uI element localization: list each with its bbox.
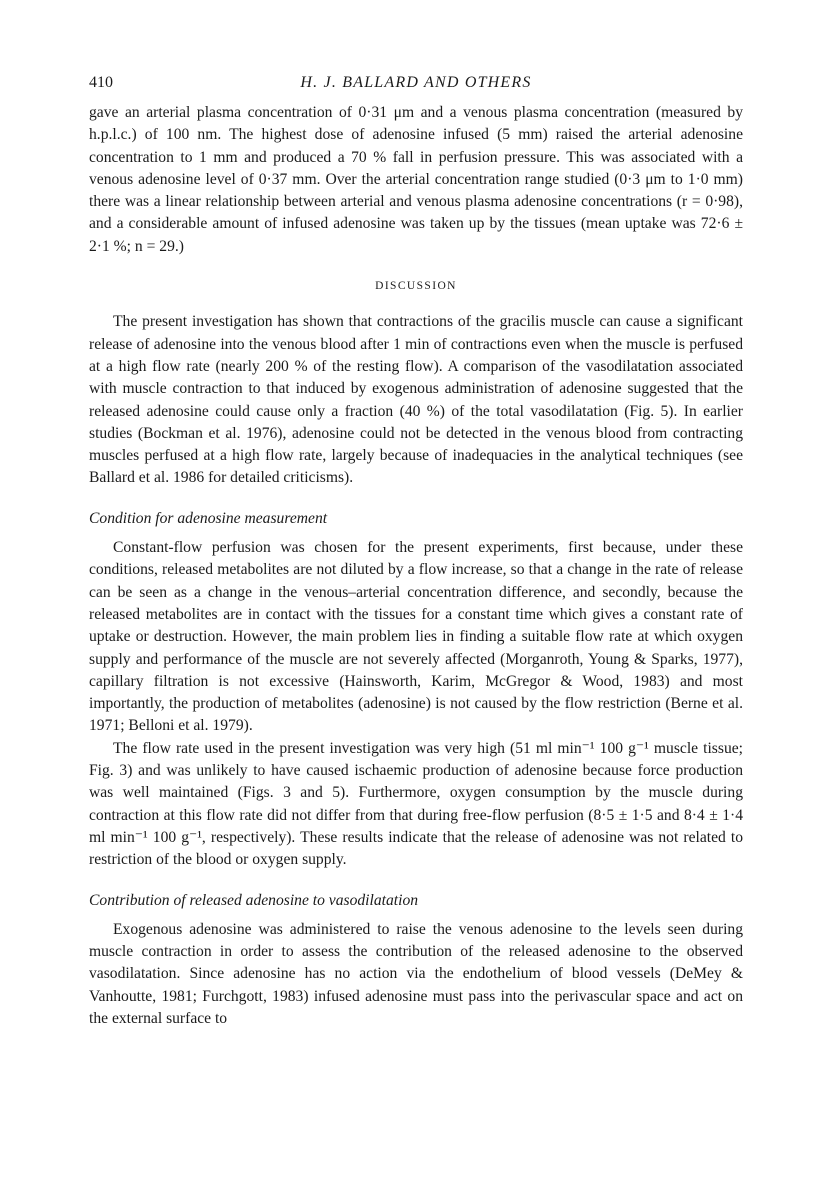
discussion-paragraph-1: The present investigation has shown that contractions of the gracilis muscle can cause a significant release of adenosine into the venous blood after 1 min of contractions even when the muscle is perfused at a high flow rate (nearly 200 % of the resting flow). A comparison of the vasodilatation associated with muscle contraction to that induced by exogenous administration of adenosine suggested that the released adenosine could cause only a fraction (40 %) of the total vasodilatation (Fig. 5). In earlier studies (Bockman et al. 1976), adenosine could not be detected in the venous blood from contracting muscles perfused at a high flow rate, largely because of inadequacies in the analytical techniques (see Ballard et al. 1986 for detailed criticisms). bbox=[89, 313, 743, 487]
running-title: H. J. BALLARD AND OTHERS bbox=[300, 74, 532, 91]
subheading-condition-for-adenosine-measurement: Condition for adenosine measurement bbox=[89, 509, 328, 527]
discussion-paragraph-4: Exogenous adenosine was administered to raise the venous adenosine to the levels seen during muscle contraction in order to assess the contribution of the released adenosine to the observed vasodilatation. Since adenosine has no action via the endothelium of blood vessels (DeMey & Vanhoutte, 1981; Furchgott, 1983) infused adenosine must pass into the perivascular space and act on the external surface to bbox=[89, 920, 743, 1027]
subheading-contribution-of-released-adenosine: Contribution of released adenosine to vasodilatation bbox=[89, 891, 419, 909]
discussion-paragraph-2: Constant-flow perfusion was chosen for the present experiments, first because, under these conditions, released metabolites are not diluted by a flow increase, so that a change in the rate of release can be seen as a change in the venous–arterial concentration difference, and secondly, because the released metabolites are in contact with the tissues for a constant time which gives a constant rate of uptake or destruction. However, the main problem lies in finding a suitable flow rate at which oxygen supply and performance of the muscle are not severely affected (Morganroth, Young & Sparks, 1977), capillary filtration is not excessive (Hainsworth, Karim, McGregor & Wood, 1983) and most importantly, the production of metabolites (adenosine) is not caused by the flow restriction (Berne et al. 1971; Belloni et al. 1979). bbox=[89, 539, 743, 735]
section-heading-discussion: DISCUSSION bbox=[375, 280, 457, 293]
journal-page bbox=[89, 72, 743, 1030]
page-header bbox=[89, 72, 743, 96]
results-paragraph-continued: gave an arterial plasma concentration of 0·31 μm and a venous plasma concentration (measured by h.p.l.c.) of 100 nm. The highest dose of adenosine infused (5 mm) raised the arterial adenosine concentration to 1 mm and produced a 70 % fall in perfusion pressure. This was associated with a venous adenosine level of 0·37 mm. Over the arterial concentration range studied (0·3 μm to 1·0 mm) there was a linear relationship between arterial and venous plasma adenosine concentrations (r = 0·98), and a considerable amount of infused adenosine was taken up by the tissues (mean uptake was 72·6 ± 2·1 %; n = 29.) bbox=[89, 104, 743, 255]
page-number: 410 bbox=[89, 74, 113, 91]
discussion-paragraph-3: The flow rate used in the present investigation was very high (51 ml min⁻¹ 100 g⁻¹ muscle tissue; Fig. 3) and was unlikely to have caused ischaemic production of adenosine because force production was well maintained (Figs. 3 and 5). Furthermore, oxygen consumption by the muscle during contraction at this flow rate did not differ from that during free-flow perfusion (8·5 ± 1·5 and 8·4 ± 1·4 ml min⁻¹ 100 g⁻¹, respectively). These results indicate that the release of adenosine was not related to restriction of the blood or oxygen supply. bbox=[89, 739, 743, 869]
